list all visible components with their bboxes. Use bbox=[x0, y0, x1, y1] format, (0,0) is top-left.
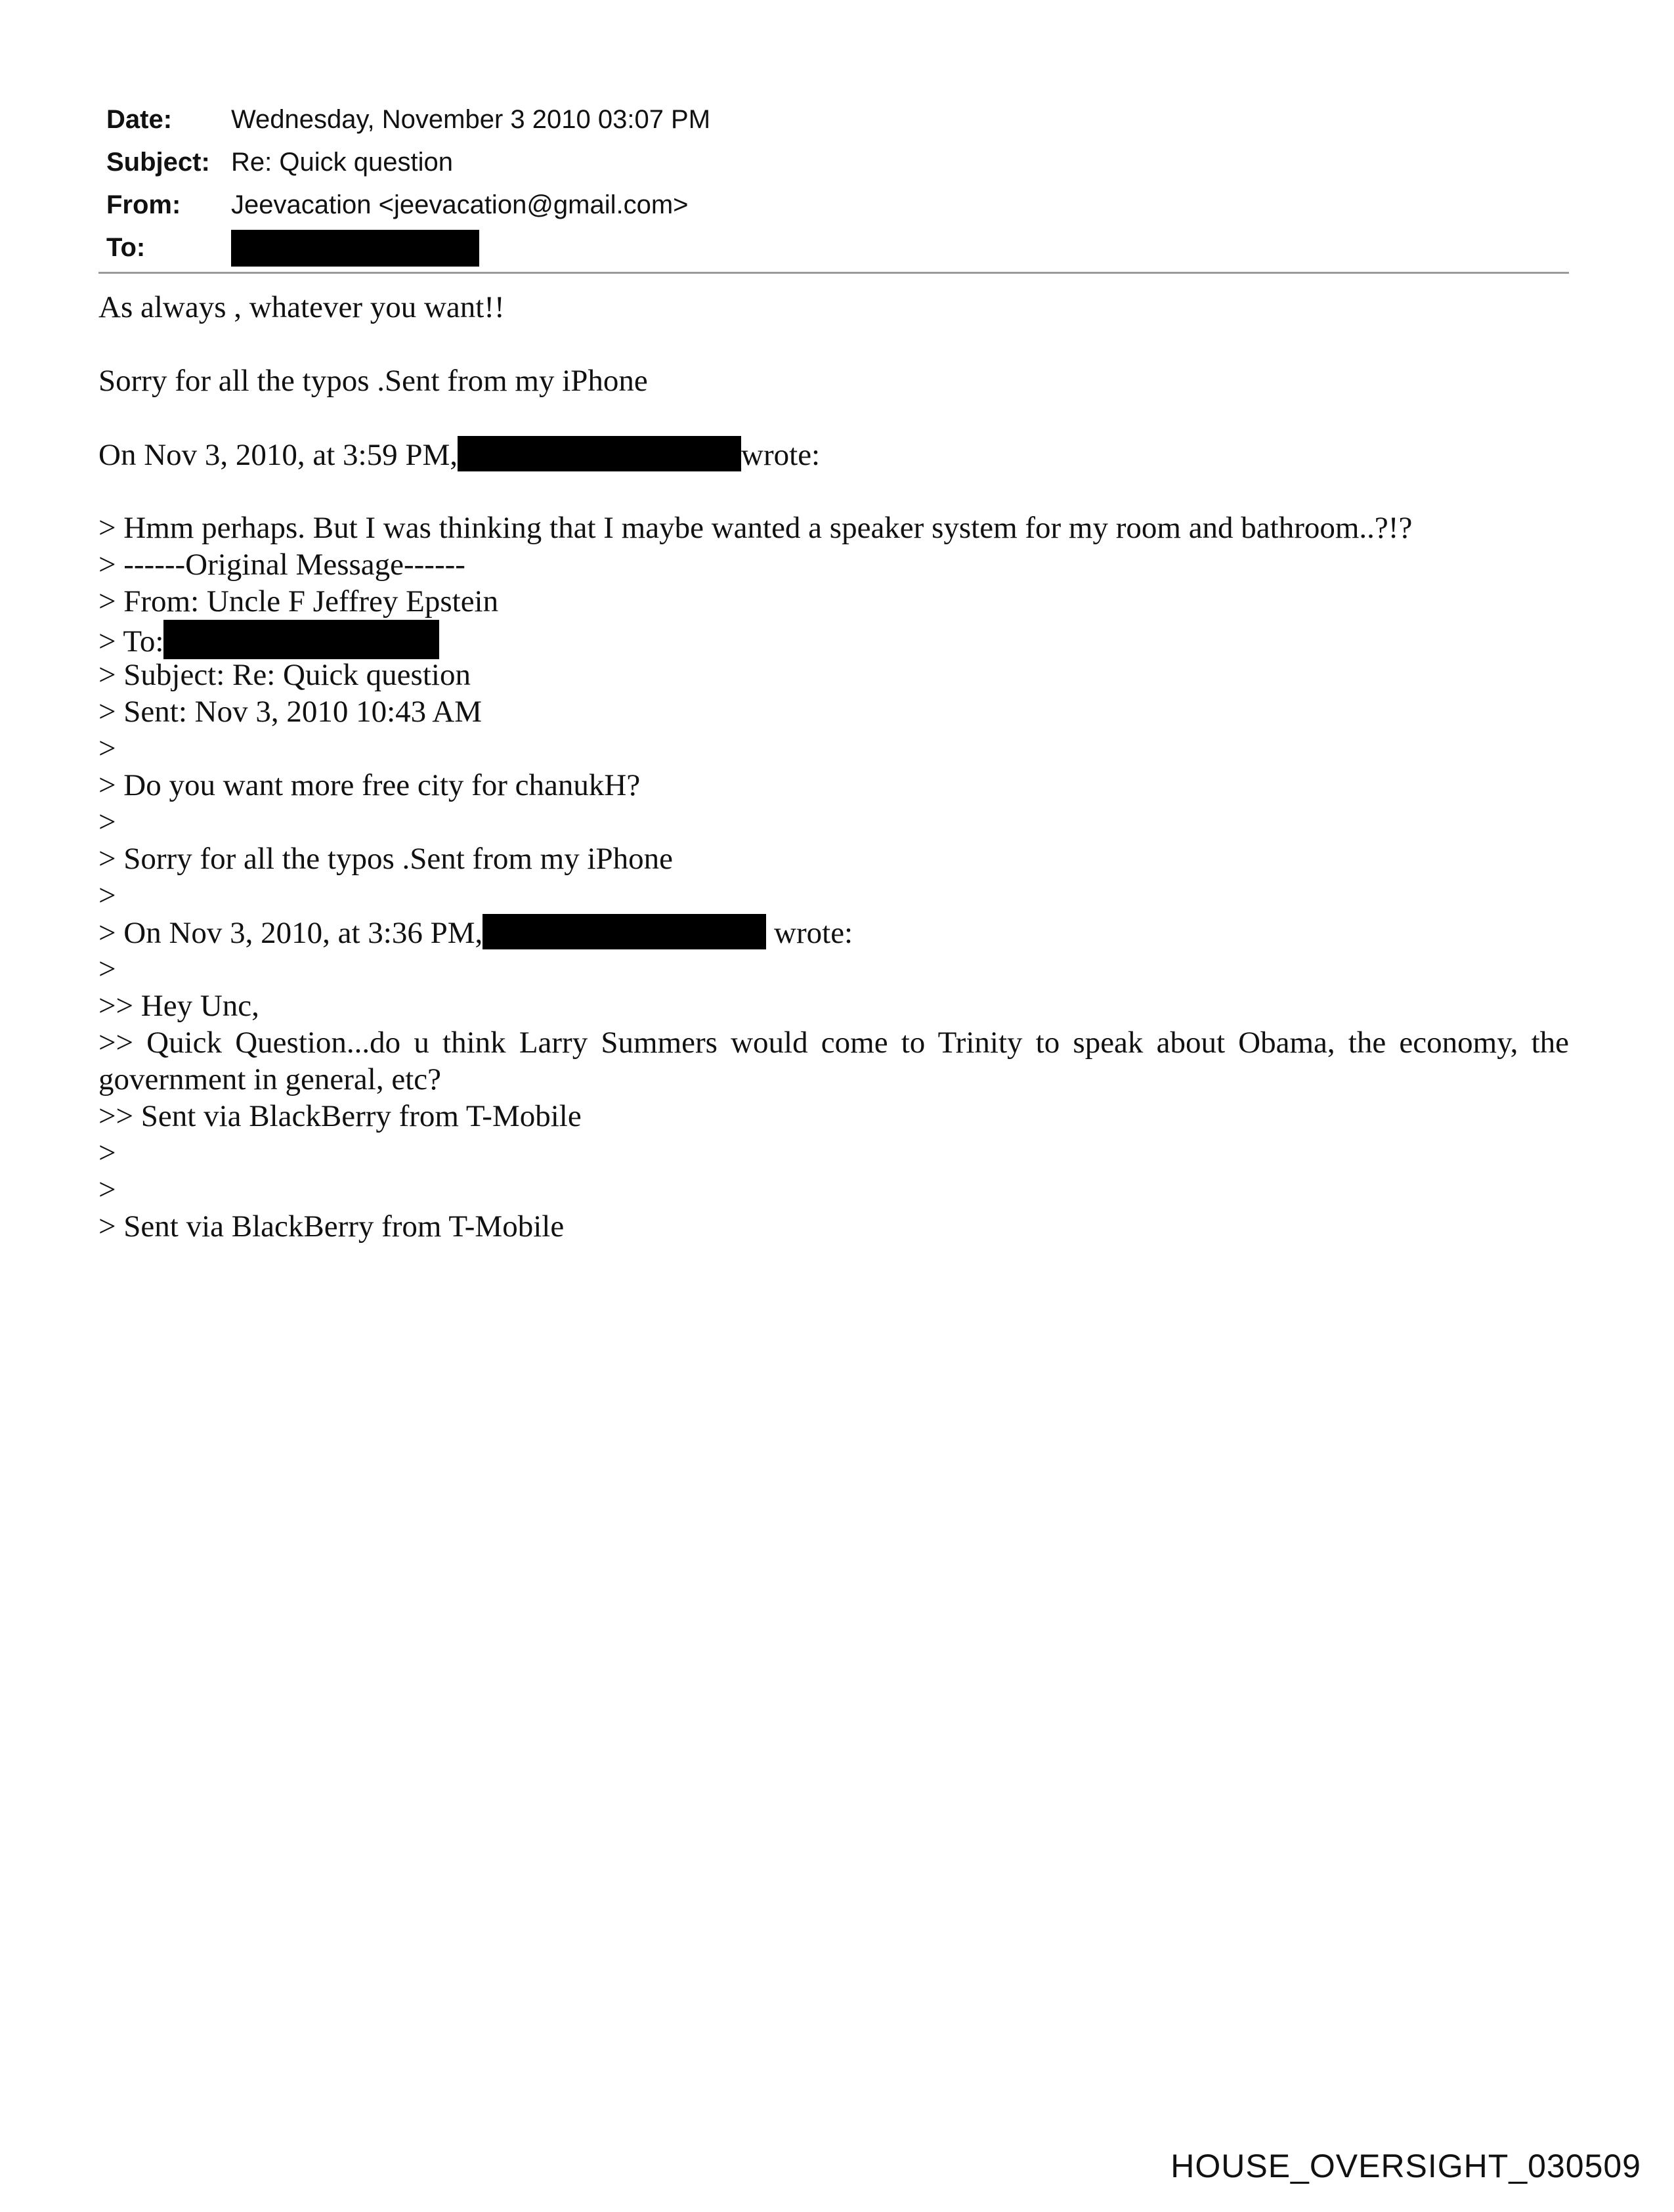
quoted-line: > Do you want more free city for chanukH? bbox=[98, 768, 641, 802]
date-value: Wednesday, November 3 2010 03:07 PM bbox=[231, 105, 711, 134]
quoted-line: > bbox=[98, 1173, 116, 1207]
quoted-to-label: > To: bbox=[98, 624, 164, 659]
attribution-prefix: On Nov 3, 2010, at 3:59 PM, bbox=[98, 438, 458, 472]
redaction-block bbox=[458, 436, 741, 471]
quoted-line: > bbox=[98, 805, 116, 839]
subject-row bbox=[106, 141, 1570, 184]
from-value: Jeevacation <jeevacation@gmail.com> bbox=[231, 190, 689, 219]
body-line: As always , whatever you want!! bbox=[98, 290, 505, 324]
date-label: Date: bbox=[106, 105, 173, 134]
quoted-line: > bbox=[98, 878, 116, 913]
quoted-attribution bbox=[98, 914, 1569, 951]
blank-line bbox=[98, 399, 1569, 436]
subject-label: Subject: bbox=[106, 148, 210, 177]
email-body bbox=[98, 289, 1569, 1245]
subject-value: Re: Quick question bbox=[231, 148, 453, 177]
email-header bbox=[106, 98, 1570, 269]
to-label: To: bbox=[106, 233, 146, 262]
from-row bbox=[106, 184, 1570, 227]
redaction-block bbox=[231, 230, 479, 267]
redaction-block bbox=[483, 914, 766, 949]
body-line: Sorry for all the typos .Sent from my iPhone bbox=[98, 364, 648, 398]
date-row bbox=[106, 98, 1570, 141]
quoted-line: > bbox=[98, 1136, 116, 1170]
blank-line bbox=[98, 473, 1569, 510]
quoted-attribution-suffix: wrote: bbox=[766, 916, 853, 950]
quoted-line: > bbox=[98, 731, 116, 766]
header-divider bbox=[98, 272, 1569, 274]
quoted-to-line bbox=[98, 620, 1569, 657]
quoted-line: > Sent via BlackBerry from T-Mobile bbox=[98, 1209, 565, 1244]
quoted-line: > Hmm perhaps. But I was thinking that I maybe wanted a speaker system for my room and bathroom..?!? bbox=[98, 511, 1413, 545]
quoted-line: > bbox=[98, 952, 116, 986]
quoted-line: > ------Original Message------ bbox=[98, 548, 465, 582]
quoted-line: > Sent: Nov 3, 2010 10:43 AM bbox=[98, 695, 483, 729]
to-row bbox=[106, 227, 1570, 269]
bates-number: HOUSE_OVERSIGHT_030509 bbox=[1170, 2148, 1641, 2184]
blank-line bbox=[98, 326, 1569, 362]
quoted-attribution-prefix: > On Nov 3, 2010, at 3:36 PM, bbox=[98, 916, 483, 950]
quoted-line: > From: Uncle F Jeffrey Epstein bbox=[98, 584, 499, 618]
quoted-line: >> Sent via BlackBerry from T-Mobile bbox=[98, 1099, 582, 1133]
quoted-line: > Sorry for all the typos .Sent from my iPhone bbox=[98, 842, 674, 876]
reply-attribution bbox=[98, 436, 1569, 473]
redaction-block bbox=[163, 620, 439, 659]
quoted-line: >> Quick Question...do u think Larry Summers would come to Trinity to speak about Obama, the economy, the government in general, etc? bbox=[98, 1026, 1569, 1096]
from-label: From: bbox=[106, 190, 181, 219]
quoted-line: >> Hey Unc, bbox=[98, 989, 259, 1023]
attribution-suffix: wrote: bbox=[741, 438, 821, 472]
quoted-line: > Subject: Re: Quick question bbox=[98, 658, 471, 692]
